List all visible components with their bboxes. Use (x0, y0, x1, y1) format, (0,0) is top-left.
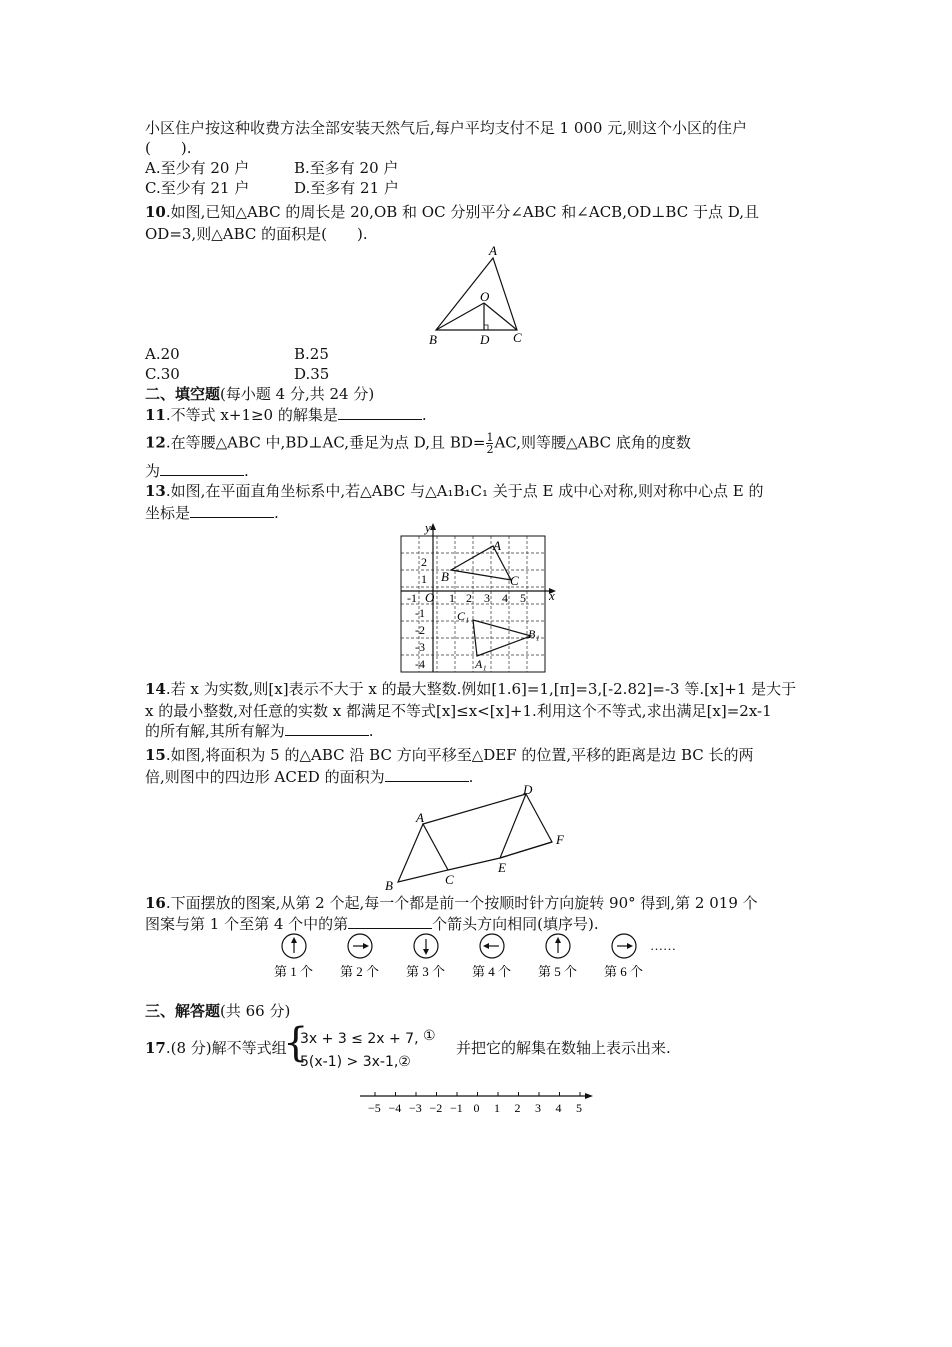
label-a: A (489, 243, 497, 258)
q10-option-a: A.20 (145, 345, 180, 363)
q16-answer-blank[interactable] (348, 914, 432, 929)
number-line-label: 0 (473, 1101, 480, 1115)
q9-option-a: A.至少有 20 户 (145, 159, 250, 177)
arrow-left-icon (483, 943, 489, 949)
triangle-def (500, 794, 552, 858)
q11-stem: 11.不等式 x+1≥0 的解集是 . (145, 406, 427, 424)
number-line-label: −2 (429, 1101, 443, 1115)
q9-stem-line1: 小区住户按这种收费方法全部安装天然气后,每户平均支付不足 1 000 元,则这个小区的住户 (145, 119, 748, 137)
arrow-circle-4 (480, 934, 504, 958)
origin-label: O (425, 590, 435, 605)
q15-translation-figure (380, 782, 580, 892)
label-b: B (441, 569, 449, 584)
number-line-label: 1 (494, 1101, 500, 1115)
label-d: D (480, 332, 490, 347)
arrow-caption: 第 2 个 (340, 964, 380, 979)
q15-stem-line2: 倍,则图中的四边形 ACED 的面积为 . (145, 768, 474, 786)
arrow-circle-1 (282, 934, 306, 958)
number-line-label: −4 (388, 1101, 402, 1115)
y-tick-label: 1 (421, 572, 427, 586)
q9-stem-line2: ( ). (145, 139, 192, 157)
q9-option-c: C.至少有 21 户 (145, 179, 250, 197)
q13-coordinate-figure (395, 518, 560, 678)
q16-arrow-sequence (270, 932, 690, 984)
arrow-circle-5 (546, 934, 570, 958)
segment-ad (423, 794, 526, 824)
q15-stem-line1: 15.如图,将面积为 5 的△ABC 沿 BC 方向平移至△DEF 的位置,平移的距离是边 BC 长的两 (145, 746, 754, 764)
arrow-circle-2 (348, 934, 372, 958)
q12-answer-blank[interactable] (160, 461, 244, 476)
q16-stem-line1: 16.下面摆放的图案,从第 2 个起,每一个都是前一个按顺时针方向旋转 90° 得到,第 2 019 个 (145, 894, 758, 912)
number-line-label: 2 (514, 1101, 521, 1115)
number-line-label: 4 (555, 1101, 562, 1115)
label-b: B (385, 878, 393, 892)
number-line-label: 5 (576, 1101, 582, 1115)
q10-stem-line1: 10.如图,已知△ABC 的周长是 20,OB 和 OC 分别平分∠ABC 和∠ACB,OD⊥BC 于点 D,且 (145, 203, 759, 221)
q9-option-b: B.至多有 20 户 (294, 159, 399, 177)
system-brace: { (283, 1020, 309, 1066)
q14-stem-line2: x 的最小整数,对任意的实数 x 都满足不等式[x]≤x<[x]+1.利用这个不等式,求出满足[x]=2x-1 (145, 702, 772, 720)
segment-ce (448, 858, 500, 870)
q10-option-c: C.30 (145, 365, 180, 383)
label-a: A (493, 538, 501, 553)
x-tick-label: 5 (520, 591, 526, 605)
triangle-abc (451, 546, 511, 580)
q17-inequality-1: 3x + 3 ≤ 2x + 7, ① (300, 1028, 436, 1047)
segment-ef (500, 842, 552, 858)
q13-stem-line2: 坐标是 . (145, 504, 279, 522)
arrow-up-icon (555, 937, 561, 943)
y-axis-label: y (425, 520, 431, 535)
number-line-label: −1 (450, 1101, 463, 1115)
q10-option-b: B.25 (294, 345, 329, 363)
x-axis-label: x (549, 588, 555, 603)
q13-stem-line1: 13.如图,在平面直角坐标系中,若△ABC 与△A₁B₁C₁ 关于点 E 成中心对称,则对称中心点 E 的 (145, 482, 764, 500)
label-d: D (523, 782, 533, 797)
label-a: A (416, 810, 424, 825)
q10-option-d: D.35 (294, 365, 330, 383)
number-line-label: −3 (409, 1101, 422, 1115)
q17-number-line (355, 1088, 600, 1128)
q14-answer-blank[interactable] (285, 721, 369, 736)
arrow-down-icon (423, 949, 429, 955)
x-tick-label: -1 (407, 591, 417, 605)
label-f: F (556, 832, 564, 847)
label-o: O (480, 289, 490, 304)
arrow-caption: 第 6 个 (604, 964, 644, 979)
triangle-abc (398, 824, 448, 882)
q15-answer-blank[interactable] (385, 767, 469, 782)
q12-stem-line2: 为 . (145, 462, 249, 480)
number-line-label: 3 (535, 1101, 541, 1115)
segment-ob (436, 303, 484, 330)
q14-stem-line1: 14.若 x 为实数,则[x]表示不大于 x 的最大整数.例如[1.6]=1,[π]=3,[-2.82]=-3 等.[x]+1 是大于 (145, 680, 797, 698)
label-a1: A₁ (475, 657, 487, 671)
number-line-label: −5 (368, 1101, 381, 1115)
arrow-circle-6 (612, 934, 636, 958)
number-line-arrow (585, 1093, 593, 1099)
label-b1: B₁ (528, 627, 540, 641)
arrow-caption: 第 5 个 (538, 964, 578, 979)
ellipsis: …… (650, 938, 676, 953)
label-c1: C₁ (457, 609, 470, 623)
arrow-right-icon (627, 943, 633, 949)
y-tick-label: -1 (415, 606, 425, 620)
q13-answer-blank[interactable] (190, 503, 274, 518)
q17-stem-pre: 17.(8 分)解不等式组 (145, 1039, 287, 1057)
q17-inequality-2: 5(x-1) > 3x-1,② (300, 1054, 411, 1070)
label-c: C (445, 872, 454, 887)
q14-stem-line3: 的所有解,其所有解为 . (145, 722, 374, 740)
section-2-heading: 二、填空题(每小题 4 分,共 24 分) (145, 385, 375, 403)
y-tick-label: 2 (421, 555, 427, 569)
label-e: E (498, 860, 506, 875)
q17-stem-post: 并把它的解集在数轴上表示出来. (456, 1039, 671, 1057)
x-tick-label: 2 (466, 591, 472, 605)
right-angle-mark (484, 325, 488, 330)
q12-fraction: $\frac{1}{2}$ (486, 431, 494, 456)
q10-triangle-figure (420, 238, 540, 350)
label-c: C (513, 330, 522, 345)
y-axis-arrow (430, 523, 436, 530)
arrow-up-icon (291, 937, 297, 943)
arrow-caption: 第 3 个 (406, 964, 446, 979)
arrow-caption: 第 1 个 (274, 964, 314, 979)
x-tick-label: 1 (449, 591, 455, 605)
y-tick-label: -4 (415, 657, 425, 671)
y-tick-label: -2 (415, 623, 425, 637)
q11-answer-blank[interactable] (338, 405, 422, 420)
arrow-caption: 第 4 个 (472, 964, 512, 979)
q12-stem-line1: 12.在等腰△ABC 中,BD⊥AC,垂足为点 D,且 BD= $\frac{1}{2}$ AC,则等腰△ABC 底角的度数 (145, 431, 691, 456)
q16-stem-line2: 图案与第 1 个至第 4 个中的第 个箭头方向相同(填序号). (145, 915, 599, 933)
y-tick-label: -3 (415, 640, 425, 654)
label-c: C (510, 573, 519, 588)
triangle-abc (436, 258, 517, 330)
label-b: B (429, 332, 437, 347)
x-tick-label: 3 (484, 591, 490, 605)
q10-stem-line2: OD=3,则△ABC 的面积是( ). (145, 225, 368, 243)
arrow-right-icon (363, 943, 369, 949)
q9-option-d: D.至多有 21 户 (294, 179, 399, 197)
section-3-heading: 三、解答题(共 66 分) (145, 1002, 291, 1020)
x-tick-label: 4 (502, 591, 508, 605)
arrow-circle-3 (414, 934, 438, 958)
